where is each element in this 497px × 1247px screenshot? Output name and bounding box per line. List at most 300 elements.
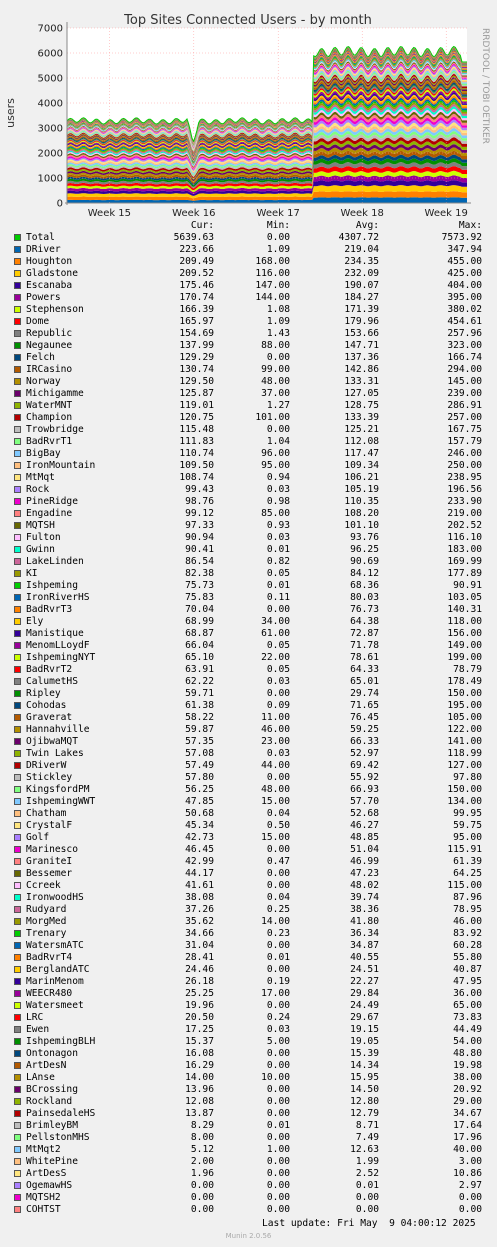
legend-cur: 165.97: [179, 316, 214, 327]
legend-swatch: [14, 630, 21, 637]
y-tick-label: 6000: [37, 48, 63, 60]
legend-min: 37.00: [261, 388, 290, 399]
legend-swatch: [14, 714, 21, 721]
legend-item: [12, 232, 490, 244]
legend-item: [12, 1180, 490, 1192]
legend-max: 156.00: [447, 628, 482, 639]
legend-name: WaterMNT: [26, 400, 73, 411]
legend-max: 19.98: [453, 1060, 482, 1071]
legend-swatch: [14, 486, 21, 493]
legend-name: Engadine: [26, 508, 73, 519]
legend-name: PainsedaleHS: [26, 1108, 96, 1119]
legend-min: 116.00: [255, 268, 290, 279]
legend-min: 1.08: [266, 304, 290, 315]
legend-min: 0.04: [266, 892, 290, 903]
legend-max: 90.91: [453, 580, 482, 591]
legend-swatch: [14, 522, 21, 529]
legend-avg: 108.20: [344, 508, 379, 519]
legend-swatch: [14, 318, 21, 325]
legend-cur: 57.49: [185, 760, 214, 771]
legend-min: 0.05: [266, 568, 290, 579]
legend-max: 294.00: [447, 364, 482, 375]
legend-name: Stephenson: [26, 304, 84, 315]
legend-name: Rockland: [26, 1096, 73, 1107]
legend-max: 118.00: [447, 616, 482, 627]
legend-min: 44.00: [261, 760, 290, 771]
legend-avg: 52.68: [350, 808, 379, 819]
legend-max: 118.99: [447, 748, 482, 759]
legend-swatch: [14, 678, 21, 685]
y-tick-label: 4000: [37, 98, 63, 110]
legend-avg: 34.87: [350, 940, 379, 951]
x-tick-label: Week 18: [340, 208, 384, 218]
legend-cur: 14.00: [185, 1072, 214, 1083]
legend-swatch: [14, 966, 21, 973]
legend-avg: 68.36: [350, 580, 379, 591]
legend-name: Ely: [26, 616, 44, 627]
legend-min: 1.09: [266, 316, 290, 327]
legend-avg: 232.09: [344, 268, 379, 279]
legend-swatch: [14, 858, 21, 865]
legend-swatch: [14, 534, 21, 541]
legend-max: 134.00: [447, 796, 482, 807]
legend-item: [12, 1156, 490, 1168]
legend-avg: 4307.72: [338, 232, 379, 243]
legend-item: [12, 580, 490, 592]
legend-max: 34.67: [453, 1108, 482, 1119]
legend-max: 17.64: [453, 1120, 482, 1131]
legend-swatch: [14, 618, 21, 625]
legend-min: 0.00: [266, 604, 290, 615]
legend-min: 0.00: [266, 1180, 290, 1191]
legend-max: 150.00: [447, 784, 482, 795]
legend-name: Ontonagon: [26, 1048, 78, 1059]
legend-cur: 28.41: [185, 952, 214, 963]
legend-swatch: [14, 894, 21, 901]
legend-header: [12, 220, 490, 232]
legend-avg: 64.33: [350, 664, 379, 675]
legend-item: [12, 664, 490, 676]
legend-min: 0.00: [266, 1156, 290, 1167]
legend-max: 150.00: [447, 688, 482, 699]
legend-avg: 38.36: [350, 904, 379, 915]
legend-cur: 110.74: [179, 448, 214, 459]
legend-item: [12, 616, 490, 628]
legend-name: Cohodas: [26, 700, 67, 711]
last-update: Last update: Fri May 9 04:00:12 2025: [262, 1218, 476, 1229]
legend-cur: 130.74: [179, 364, 214, 375]
y-tick-label: 0: [56, 198, 63, 210]
legend-min: 0.03: [266, 676, 290, 687]
legend-min: 0.04: [266, 808, 290, 819]
legend-max: 46.00: [453, 916, 482, 927]
legend-item: [12, 592, 490, 604]
legend-swatch: [14, 450, 21, 457]
legend-name: Manistique: [26, 628, 84, 639]
legend-max: 10.86: [453, 1168, 482, 1179]
legend-max: 199.00: [447, 652, 482, 663]
legend-min: 15.00: [261, 796, 290, 807]
legend-avg: 80.03: [350, 592, 379, 603]
legend-max: 36.00: [453, 988, 482, 999]
legend-name: Houghton: [26, 256, 73, 267]
legend-cur: 82.38: [185, 568, 214, 579]
legend-cur: 24.46: [185, 964, 214, 975]
legend-max: 17.96: [453, 1132, 482, 1143]
legend-avg: 101.10: [344, 520, 379, 531]
legend-avg: 36.34: [350, 928, 379, 939]
legend-name: GraniteI: [26, 856, 73, 867]
legend-cur: 170.74: [179, 292, 214, 303]
legend-swatch: [14, 582, 21, 589]
legend-swatch: [14, 366, 21, 373]
legend-min: 88.00: [261, 340, 290, 351]
legend-min: 0.00: [266, 424, 290, 435]
legend-name: Dome: [26, 316, 50, 327]
legend-name: MenomLLoydF: [26, 640, 90, 651]
legend-name: MQTSH2: [26, 1192, 61, 1203]
x-tick-label: Week 19: [424, 208, 468, 218]
legend-avg: 19.15: [350, 1024, 379, 1035]
legend-swatch: [14, 642, 21, 649]
legend-avg: 109.34: [344, 460, 379, 471]
legend-cur: 119.01: [179, 400, 214, 411]
legend-item: [12, 388, 490, 400]
legend-name: Rudyard: [26, 904, 67, 915]
y-tick-label: 7000: [37, 23, 63, 35]
legend-cur: 17.25: [185, 1024, 214, 1035]
legend-swatch: [14, 558, 21, 565]
legend-max: 425.00: [447, 268, 482, 279]
legend-min: 48.00: [261, 376, 290, 387]
legend-cur: 61.38: [185, 700, 214, 711]
legend-cur: 42.73: [185, 832, 214, 843]
legend-item: [12, 892, 490, 904]
legend-name: Gwinn: [26, 544, 55, 555]
legend-swatch: [14, 978, 21, 985]
legend-item: [12, 1096, 490, 1108]
legend-min: 0.47: [266, 856, 290, 867]
legend-name: Ripley: [26, 688, 61, 699]
legend-avg: 65.01: [350, 676, 379, 687]
legend-avg: 76.73: [350, 604, 379, 615]
legend-max: 38.00: [453, 1072, 482, 1083]
legend-item: [12, 1060, 490, 1072]
legend-avg: 72.87: [350, 628, 379, 639]
legend-name: IronMountain: [26, 460, 96, 471]
legend-avg: 46.27: [350, 820, 379, 831]
legend-min: 0.94: [266, 472, 290, 483]
legend-avg: 1.99: [355, 1156, 379, 1167]
legend-name: BrimleyBM: [26, 1120, 78, 1131]
legend-max: 2.97: [458, 1180, 482, 1191]
legend-cur: 90.94: [185, 532, 214, 543]
legend-avg: 0.00: [355, 1204, 379, 1215]
legend-avg: 137.36: [344, 352, 379, 363]
legend-min: 22.00: [261, 652, 290, 663]
legend-cur: 129.50: [179, 376, 214, 387]
legend-min: 0.03: [266, 748, 290, 759]
munin-version: Munin 2.0.56: [225, 1232, 272, 1240]
legend-item: [12, 736, 490, 748]
legend-max: 380.02: [447, 304, 482, 315]
legend-item: [12, 256, 490, 268]
legend-avg: 40.55: [350, 952, 379, 963]
legend-swatch: [14, 774, 21, 781]
legend-max: 122.00: [447, 724, 482, 735]
legend-cur: 108.74: [179, 472, 214, 483]
legend-swatch: [14, 498, 21, 505]
legend-min: 0.19: [266, 976, 290, 987]
legend: [12, 220, 490, 1216]
legend-name: Trowbridge: [26, 424, 84, 435]
legend-avg: 106.21: [344, 472, 379, 483]
legend-item: [12, 412, 490, 424]
legend-max: 157.79: [447, 436, 482, 447]
legend-cur: 65.10: [185, 652, 214, 663]
legend-item: [12, 472, 490, 484]
legend-cur: 75.83: [185, 592, 214, 603]
legend-swatch: [14, 702, 21, 709]
legend-cur: 58.22: [185, 712, 214, 723]
legend-item: [12, 724, 490, 736]
legend-avg: 29.84: [350, 988, 379, 999]
legend-swatch: [14, 666, 21, 673]
legend-swatch: [14, 330, 21, 337]
legend-avg: 90.69: [350, 556, 379, 567]
legend-swatch: [14, 234, 21, 241]
legend-avg: 179.96: [344, 316, 379, 327]
legend-max: 115.91: [447, 844, 482, 855]
chart-title: Top Sites Connected Users - by month: [124, 13, 372, 28]
chart: [0, 0, 497, 218]
legend-max: 78.79: [453, 664, 482, 675]
legend-name: Ccreek: [26, 880, 61, 891]
legend-avg: 190.07: [344, 280, 379, 291]
legend-min: 17.00: [261, 988, 290, 999]
legend-name: CrystalF: [26, 820, 73, 831]
legend-avg: 46.99: [350, 856, 379, 867]
legend-avg: 47.23: [350, 868, 379, 879]
legend-swatch: [14, 726, 21, 733]
y-tick-label: 3000: [37, 123, 63, 135]
legend-max: 455.00: [447, 256, 482, 267]
legend-item: [12, 304, 490, 316]
legend-min: 1.04: [266, 436, 290, 447]
legend-name: KI: [26, 568, 38, 579]
legend-cur: 137.99: [179, 340, 214, 351]
legend-swatch: [14, 798, 21, 805]
col-min: Min:: [266, 220, 290, 231]
legend-min: 5.00: [266, 1036, 290, 1047]
legend-item: [12, 712, 490, 724]
legend-name: Norway: [26, 376, 61, 387]
legend-avg: 133.31: [344, 376, 379, 387]
legend-swatch: [14, 954, 21, 961]
legend-item: [12, 1144, 490, 1156]
legend-item: [12, 796, 490, 808]
legend-avg: 39.74: [350, 892, 379, 903]
legend-min: 14.00: [261, 916, 290, 927]
legend-swatch: [14, 354, 21, 361]
legend-cur: 16.08: [185, 1048, 214, 1059]
legend-item: [12, 628, 490, 640]
legend-name: PellstonMHS: [26, 1132, 90, 1143]
legend-max: 64.25: [453, 868, 482, 879]
legend-max: 73.83: [453, 1012, 482, 1023]
legend-min: 10.00: [261, 1072, 290, 1083]
legend-item: [12, 460, 490, 472]
legend-item: [12, 1168, 490, 1180]
legend-avg: 117.47: [344, 448, 379, 459]
legend-swatch: [14, 750, 21, 757]
legend-max: 167.75: [447, 424, 482, 435]
legend-min: 0.00: [266, 1108, 290, 1119]
legend-min: 0.11: [266, 592, 290, 603]
legend-max: 233.90: [447, 496, 482, 507]
legend-item: [12, 1120, 490, 1132]
legend-item: [12, 988, 490, 1000]
legend-swatch: [14, 1134, 21, 1141]
legend-min: 0.03: [266, 484, 290, 495]
legend-swatch: [14, 378, 21, 385]
legend-name: Bessemer: [26, 868, 73, 879]
legend-min: 0.00: [266, 352, 290, 363]
legend-min: 0.00: [266, 772, 290, 783]
legend-min: 15.00: [261, 832, 290, 843]
legend-cur: 0.00: [190, 1192, 214, 1203]
legend-avg: 78.61: [350, 652, 379, 663]
legend-name: DRiverW: [26, 760, 67, 771]
legend-avg: 110.35: [344, 496, 379, 507]
legend-name: BigBay: [26, 448, 61, 459]
legend-cur: 90.41: [185, 544, 214, 555]
legend-avg: 12.63: [350, 1144, 379, 1155]
legend-item: [12, 652, 490, 664]
legend-avg: 112.08: [344, 436, 379, 447]
legend-swatch: [14, 1194, 21, 1201]
legend-item: [12, 760, 490, 772]
legend-cur: 62.22: [185, 676, 214, 687]
legend-max: 140.31: [447, 604, 482, 615]
legend-max: 7573.92: [441, 232, 482, 243]
legend-min: 0.82: [266, 556, 290, 567]
legend-name: PineRidge: [26, 496, 78, 507]
legend-item: [12, 640, 490, 652]
legend-cur: 209.49: [179, 256, 214, 267]
legend-swatch: [14, 294, 21, 301]
legend-avg: 142.86: [344, 364, 379, 375]
legend-max: 178.49: [447, 676, 482, 687]
legend-cur: 46.45: [185, 844, 214, 855]
legend-item: [12, 424, 490, 436]
legend-item: [12, 1084, 490, 1096]
legend-min: 1.00: [266, 1144, 290, 1155]
legend-swatch: [14, 1110, 21, 1117]
legend-item: [12, 544, 490, 556]
legend-max: 115.00: [447, 880, 482, 891]
legend-min: 0.00: [266, 940, 290, 951]
legend-item: [12, 784, 490, 796]
legend-min: 147.00: [255, 280, 290, 291]
legend-name: OjibwaMQT: [26, 736, 78, 747]
legend-min: 0.23: [266, 928, 290, 939]
legend-avg: 24.51: [350, 964, 379, 975]
legend-cur: 59.87: [185, 724, 214, 735]
legend-max: 65.00: [453, 1000, 482, 1011]
legend-item: [12, 916, 490, 928]
legend-name: BadRvrT2: [26, 664, 73, 675]
x-tick-label: Week 16: [172, 208, 216, 218]
legend-max: 55.80: [453, 952, 482, 963]
legend-swatch: [14, 930, 21, 937]
legend-item: [12, 352, 490, 364]
legend-min: 99.00: [261, 364, 290, 375]
legend-cur: 68.87: [185, 628, 214, 639]
legend-max: 238.95: [447, 472, 482, 483]
legend-cur: 66.04: [185, 640, 214, 651]
legend-name: COHTST: [26, 1204, 61, 1215]
col-avg: Avg:: [355, 220, 379, 231]
legend-swatch: [14, 510, 21, 517]
legend-cur: 57.35: [185, 736, 214, 747]
legend-min: 0.05: [266, 640, 290, 651]
legend-name: Ewen: [26, 1024, 50, 1035]
legend-min: 0.00: [266, 844, 290, 855]
legend-min: 85.00: [261, 508, 290, 519]
legend-cur: 63.91: [185, 664, 214, 675]
legend-min: 1.27: [266, 400, 290, 411]
legend-name: Gladstone: [26, 268, 78, 279]
legend-max: 103.05: [447, 592, 482, 603]
x-axis: [88, 208, 468, 218]
legend-max: 246.00: [447, 448, 482, 459]
legend-min: 11.00: [261, 712, 290, 723]
legend-swatch: [14, 1170, 21, 1177]
legend-max: 219.00: [447, 508, 482, 519]
legend-cur: 0.00: [190, 1180, 214, 1191]
legend-swatch: [14, 1026, 21, 1033]
legend-name: Marinesco: [26, 844, 78, 855]
legend-name: WEECR480: [26, 988, 73, 999]
legend-min: 0.00: [266, 964, 290, 975]
legend-min: 0.00: [266, 1096, 290, 1107]
legend-cur: 19.96: [185, 1000, 214, 1011]
legend-min: 0.93: [266, 520, 290, 531]
legend-name: IshpemingNYT: [26, 652, 96, 663]
legend-item: [12, 772, 490, 784]
legend-avg: 64.38: [350, 616, 379, 627]
legend-swatch: [14, 474, 21, 481]
legend-min: 95.00: [261, 460, 290, 471]
legend-item: [12, 868, 490, 880]
legend-min: 144.00: [255, 292, 290, 303]
legend-avg: 76.45: [350, 712, 379, 723]
legend-cur: 8.29: [190, 1120, 214, 1131]
legend-swatch: [14, 606, 21, 613]
legend-item: [12, 856, 490, 868]
legend-swatch: [14, 1002, 21, 1009]
legend-item: [12, 808, 490, 820]
legend-avg: 19.05: [350, 1036, 379, 1047]
legend-name: WhitePine: [26, 1156, 78, 1167]
legend-item: [12, 1108, 490, 1120]
legend-name: BadRvrT1: [26, 436, 73, 447]
legend-max: 250.00: [447, 460, 482, 471]
legend-name: LakeLinden: [26, 556, 84, 567]
legend-cur: 25.25: [185, 988, 214, 999]
legend-name: MtMqt2: [26, 1144, 61, 1155]
